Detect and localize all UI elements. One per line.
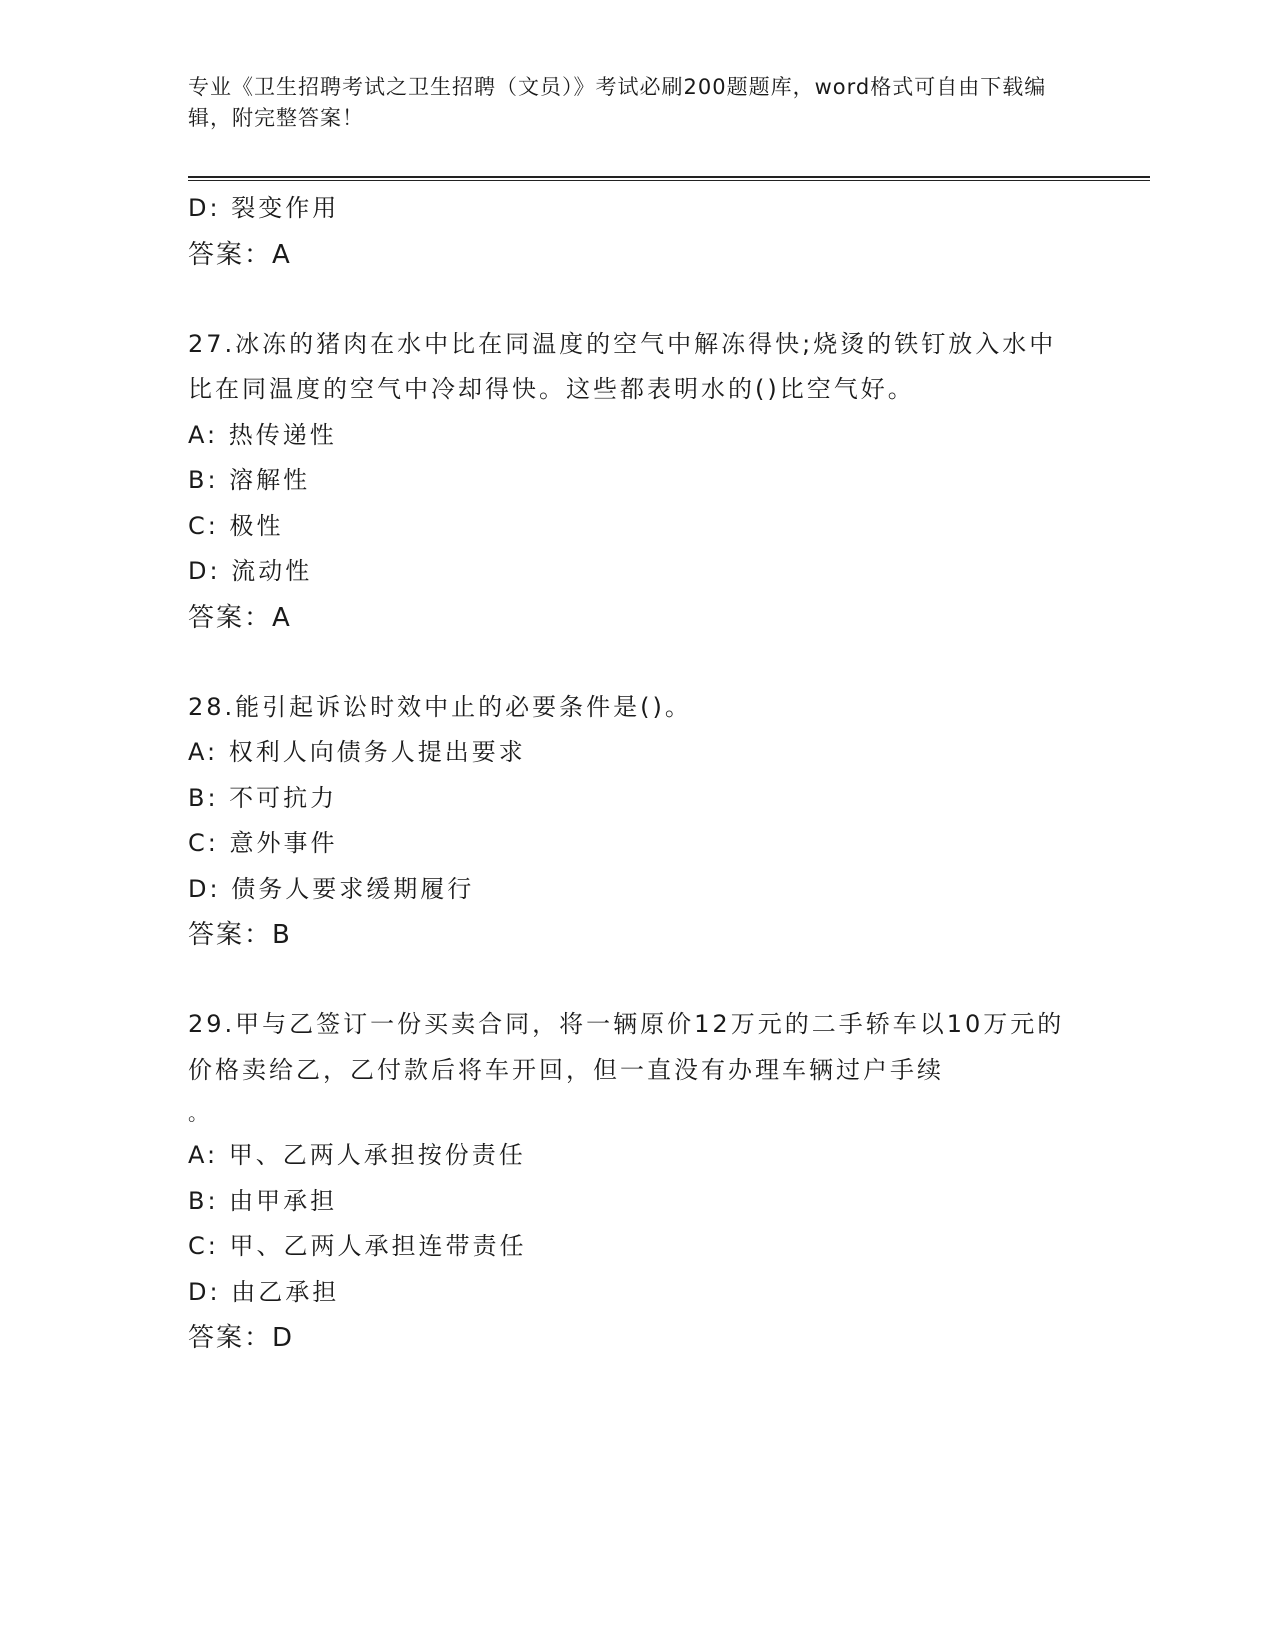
option-d: D: 裂变作用: [188, 194, 340, 222]
option-c: C: 极性: [188, 511, 284, 540]
question-stem: 27.冰冻的猪肉在水中比在同温度的空气中解冻得快;烧烫的铁钉放入水中比在同温度的空气中冷却得快。这些都表明水的()比空气好。: [188, 329, 1057, 403]
option-d: D: 债务人要求缓期履行: [188, 874, 475, 903]
option-b: B: 由甲承担: [188, 1186, 338, 1215]
option-b: B: 不可抗力: [188, 783, 338, 812]
question-27: [188, 322, 1068, 641]
answer-line: 答案：A: [188, 239, 292, 270]
option-a: A: 热传递性: [188, 420, 337, 449]
question-29: [188, 1002, 1068, 1361]
header-divider: [188, 176, 1150, 181]
question-stem: 29.甲与乙签订一份买卖合同，将一辆原价12万元的二手轿车以10万元的价格卖给乙，乙付款后将车开回，但一直没有办理车辆过户手续: [188, 1010, 1065, 1084]
question-28: [188, 685, 1068, 959]
question-stem-tail: 。: [188, 1101, 211, 1125]
option-b: B: 溶解性: [188, 466, 311, 494]
option-a: A: 权利人向债务人提出要求: [188, 738, 526, 766]
option-c: C: 意外事件: [188, 829, 338, 857]
previous-question-fragment: [188, 186, 1068, 278]
option-a: A: 甲、乙两人承担按份责任: [188, 1141, 526, 1169]
option-d: D: 流动性: [188, 557, 313, 585]
answer-line: 答案：B: [188, 920, 292, 950]
answer-line: 答案：A: [188, 602, 292, 633]
option-c: C: 甲、乙两人承担连带责任: [188, 1232, 527, 1260]
page-header: 专业《卫生招聘考试之卫生招聘（文员）》考试必刷200题题库，word格式可自由下载编辑，附完整答案！: [188, 75, 1047, 130]
option-d: D: 由乙承担: [188, 1277, 340, 1306]
question-stem: 28.能引起诉讼时效中止的必要条件是()。: [188, 692, 692, 721]
answer-line: 答案：D: [188, 1323, 295, 1353]
question-content: [188, 186, 1068, 1361]
